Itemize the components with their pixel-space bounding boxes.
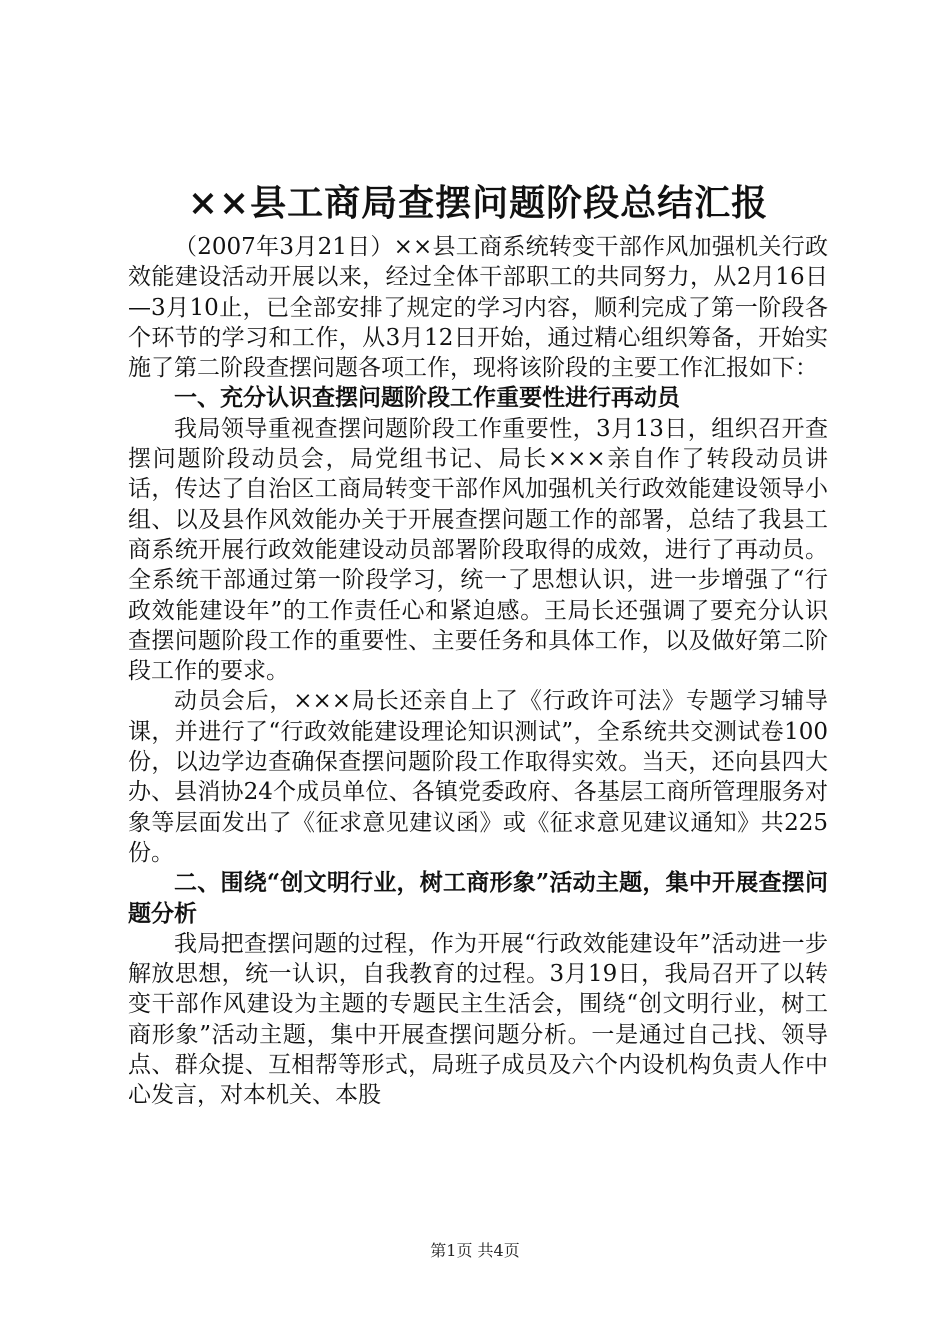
section-1-paragraph-1: 我局领导重视查摆问题阶段工作重要性，3月13日，组织召开查摆问题阶段动员会，局党组书记、局长×××亲自作了转段动员讲话，传达了自治区工商局转变干部作风加强机关行政效能建设领导小组、以及县作风效能办关于开展查摆问题工作的部署，总结了我县工商系统开展行政效能建设动员部署阶段取得的成效，进行了再动员。全系统干部通过第一阶段学习，统一了思想认识，进一步增强了“行政效能建设年”的工作责任心和紧迫感。王局长还强调了要充分认识查摆问题阶段工作的重要性、主要任务和具体工作，以及做好第二阶段工作的要求。 <box>128 415 828 685</box>
document-body <box>128 232 828 1111</box>
intro-paragraph: （2007年3月21日）××县工商系统转变干部作风加强机关行政效能建设活动开展以来，经过全体干部职工的共同努力，从2月16日—3月10止，已全部安排了规定的学习内容，顺利完成了第一阶段各个环节的学习和工作，从3月12日开始，通过精心组织筹备，开始实施了第二阶段查摆问题各项工作，现将该阶段的主要工作汇报如下： <box>128 234 828 382</box>
page-footer: 第1页 共4页 <box>430 1241 520 1260</box>
section-heading-1: 一、充分认识查摆问题阶段工作重要性进行再动员 <box>174 384 680 412</box>
section-1-paragraph-2: 动员会后，×××局长还亲自上了《行政许可法》专题学习辅导课，并进行了“行政效能建设理论知识测试”，全系统共交测试卷100份，以边学边查确保查摆问题阶段工作取得实效。当天，还向县四大办、县消协24个成员单位、各镇党委政府、各基层工商所管理服务对象等层面发出了《征求意见建议函》或《征求意见建议通知》共225份。 <box>128 688 828 866</box>
document-title: ××县工商局查摆问题阶段总结汇报 <box>187 182 769 224</box>
document-page <box>128 178 828 1111</box>
section-2-paragraph-1: 我局把查摆问题的过程，作为开展“行政效能建设年”活动进一步解放思想，统一认识，自我教育的过程。3月19日，我局召开了以转变干部作风建设为主题的专题民主生活会，围绕“创文明行业，树工商形象”活动主题，集中开展查摆问题分析。一是通过自己找、领导点、群众提、互相帮等形式，局班子成员及六个内设机构负责人作中心发言，对本机关、本股 <box>128 930 828 1109</box>
section-heading-2: 二、围绕“创文明行业，树工商形象”活动主题，集中开展查摆问题分析 <box>128 869 828 927</box>
